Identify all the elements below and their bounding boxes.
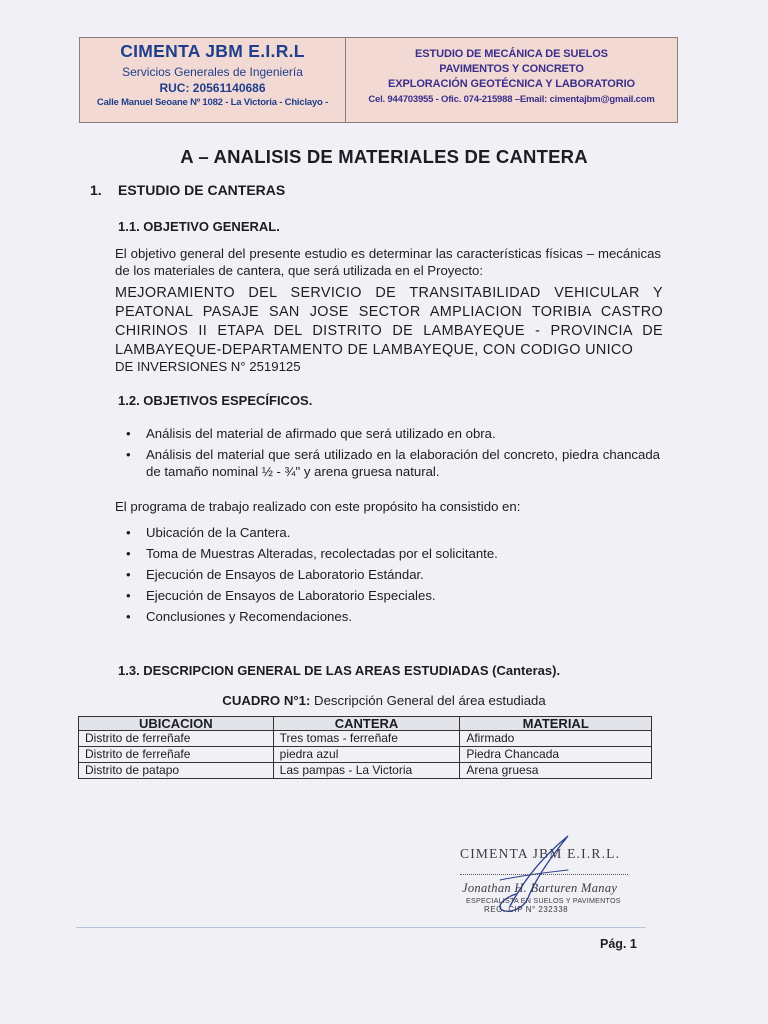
signer-role: ESPECIALISTA EN SUELOS Y PAVIMENTOS	[466, 896, 621, 905]
objetivo-general-heading: 1.1. OBJETIVO GENERAL.	[118, 219, 280, 234]
company-name: CIMENTA JBM E.I.R.L	[120, 41, 305, 61]
bullet-icon: •	[126, 567, 131, 582]
company-contact: Cel. 944703955 - Ofic. 074-215988 –Email: cimentajbm@gmail.com	[368, 94, 655, 105]
list-item: • Ejecución de Ensayos de Laboratorio Especiales.	[126, 588, 436, 603]
signer-registration: REG. CIP N° 232338	[484, 905, 569, 914]
company-address: Calle Manuel Seoane Nº 1082 - La Victoria - Chiclayo -	[96, 97, 329, 108]
bullet-icon: •	[126, 588, 131, 603]
cell-material: Arena gruesa	[460, 763, 652, 779]
canteras-table	[78, 716, 652, 779]
list-item: • Ubicación de la Cantera.	[126, 525, 291, 540]
cell-material: Piedra Chancada	[460, 747, 652, 763]
steps-list	[120, 524, 660, 629]
service-line-3: EXPLORACIÓN GEOTÉCNICA Y LABORATORIO	[388, 78, 635, 90]
letterhead-left	[80, 38, 346, 122]
cell-cantera: Las pampas - La Victoria	[273, 763, 460, 779]
company-ruc: RUC: 20561140686	[159, 81, 266, 95]
bullet-icon: •	[126, 525, 131, 540]
table-row	[79, 747, 652, 763]
bullet-icon: •	[126, 426, 131, 441]
letterhead	[79, 37, 678, 123]
bullet-icon: •	[126, 546, 131, 561]
section-1-heading	[90, 182, 285, 198]
signature-line	[460, 874, 628, 875]
document-title: A – ANALISIS DE MATERIALES DE CANTERA	[180, 146, 588, 167]
service-line-1: ESTUDIO DE MECÁNICA DE SUELOS	[415, 48, 608, 60]
caption-text: Descripción General del área estudiada	[314, 693, 546, 708]
stamp-company: CIMENTA JBM E.I.R.L.	[460, 846, 621, 861]
cell-ubicacion: Distrito de ferreñafe	[79, 731, 274, 747]
project-code: DE INVERSIONES N° 2519125	[115, 359, 301, 374]
cell-ubicacion: Distrito de ferreñafe	[79, 747, 274, 763]
service-line-2: PAVIMENTOS Y CONCRETO	[439, 63, 584, 75]
company-services: Servicios Generales de Ingeniería	[122, 65, 303, 79]
signer-name: Jonathan H. Barturen Manay	[462, 881, 618, 895]
table-row	[79, 731, 652, 747]
letterhead-right	[346, 38, 677, 122]
footer-rule	[76, 927, 646, 928]
bullet-icon: •	[126, 609, 131, 624]
areas-estudiadas-heading: 1.3. DESCRIPCION GENERAL DE LAS AREAS ESTUDIADAS (Canteras).	[118, 663, 561, 678]
list-item: • Conclusiones y Recomendaciones.	[126, 609, 352, 624]
cell-ubicacion: Distrito de patapo	[79, 763, 274, 779]
table-header-row	[79, 717, 652, 731]
header-material: MATERIAL	[460, 717, 652, 731]
header-ubicacion: UBICACION	[79, 717, 274, 731]
list-item: • Análisis del material que será utilizado en la elaboración del concreto, piedra chancada de tamaño nominal ½ - ¾" y arena gruesa natural.	[126, 447, 660, 479]
page-number: Pág. 1	[600, 937, 637, 951]
objetivos-especificos-heading: 1.2. OBJETIVOS ESPECÍFICOS.	[118, 393, 313, 408]
cell-cantera: Tres tomas - ferreñafe	[273, 731, 460, 747]
cell-cantera: piedra azul	[273, 747, 460, 763]
objetivo-general-intro: El objetivo general del presente estudio es determinar las características físicas – mecánicas de los materiales de cantera, que será utilizada en el Proyecto:	[115, 246, 661, 278]
section-1-title: ESTUDIO DE CANTERAS	[118, 182, 286, 198]
cell-material: Afirmado	[460, 731, 652, 747]
table-caption	[0, 693, 768, 708]
objetivos-list	[120, 425, 660, 484]
caption-label: CUADRO N°1:	[222, 693, 311, 708]
header-cantera: CANTERA	[273, 717, 460, 731]
programa-text: El programa de trabajo realizado con este propósito ha consistido en:	[115, 499, 521, 514]
project-name: MEJORAMIENTO DEL SERVICIO DE TRANSITABILIDAD VEHICULAR Y PEATONAL PASAJE SAN JOSE SECTOR AMPLIACION TORIBIA CASTRO CHIRINOS II ETAPA DEL DISTRITO DE LAMBAYEQUE - PROVINCIA DE LAMBAYEQUE-DEPARTAMENTO DE LAMBAYEQUE, CON CODIGO UNICO	[115, 285, 663, 358]
list-item: • Toma de Muestras Alteradas, recolectadas por el solicitante.	[126, 546, 498, 561]
list-item: • Análisis del material de afirmado que será utilizado en obra.	[126, 426, 496, 441]
list-item: • Ejecución de Ensayos de Laboratorio Estándar.	[126, 567, 424, 582]
section-1-number: 1.	[90, 182, 102, 198]
bullet-icon: •	[126, 447, 131, 462]
table-row	[79, 763, 652, 779]
